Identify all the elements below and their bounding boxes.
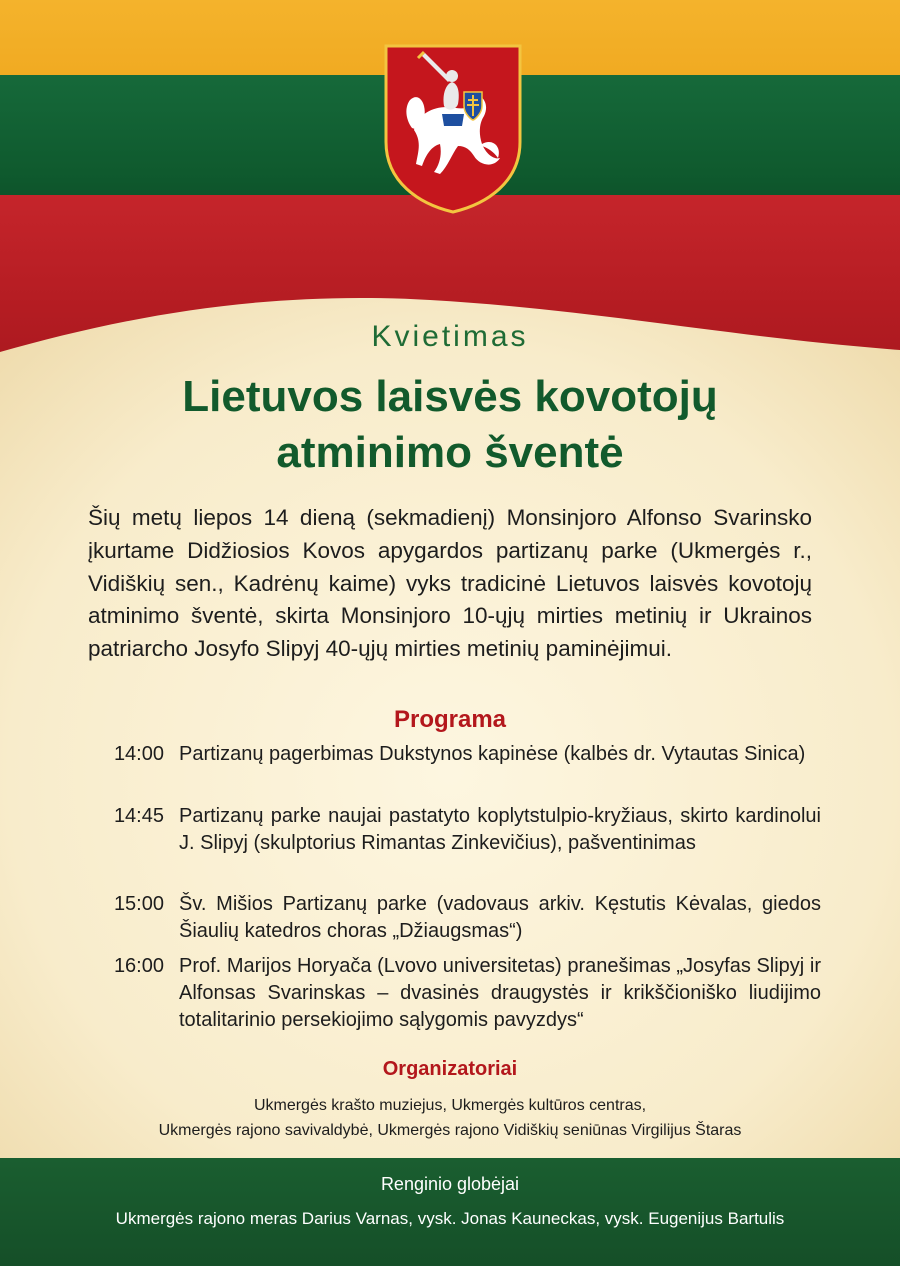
organizers-title: Organizatoriai (382, 1058, 518, 1080)
patrons-title: Renginio globėjai (380, 1174, 520, 1194)
organizers-line: Ukmergės krašto muziejus, Ukmergės kultūros centras, (253, 1097, 647, 1114)
program-item-time: 14:00 (113, 743, 164, 765)
invitation-kicker: Kvietimas (371, 320, 529, 353)
page-title-line2: atminimo šventė (276, 428, 624, 477)
program-item-time: 14:45 (113, 805, 164, 827)
program-item-text: Prof. Marijos Horyača (Lvovo universitetas) pranešimas „Josyfas Slipyj ir Alfonsas Svarinskas – dvasinės draugystės ir krikščioniško liudijimo totalitarinio persekiojimo sąlygomis pavyzdys“ (179, 955, 821, 1031)
page-title-line1: Lietuvos laisvės kovotojų (182, 372, 718, 421)
program-item-text: Partizanų parke naujai pastatyto koplytstulpio-kryžiaus, skirto kardinolui J. Slipyj (skulptorius Rimantas Zinkevičius), pašventinimas (179, 805, 821, 854)
program-item-time: 16:00 (113, 955, 164, 977)
program-item-text: Partizanų pagerbimas Dukstynos kapinėse (kalbės dr. Vytautas Sinica) (179, 743, 806, 765)
organizers-line: Ukmergės rajono savivaldybė, Ukmergės rajono Vidiškių seniūnas Virgilijus Štaras (158, 1122, 742, 1139)
program-title: Programa (393, 706, 507, 733)
vytis-coat-of-arms-icon (382, 42, 524, 214)
program-item-text: Šv. Mišios Partizanų parke (vadovaus arkiv. Kęstutis Kėvalas, giedos Šiaulių katedros choras „Džiaugsmas“) (179, 893, 821, 942)
patrons-names: Ukmergės rajono meras Darius Varnas, vysk. Jonas Kauneckas, vysk. Eugenijus Bartulis (115, 1209, 785, 1228)
program-item-time: 15:00 (113, 893, 164, 915)
intro-paragraph: Šių metų liepos 14 dieną (sekmadienį) Monsinjoro Alfonso Svarinsko įkurtame Didžiosios Kovos apygardos partizanų parke (Ukmergės r., Vidiškių sen., Kadrėnų kaime) vyks tradicinė Lietuvos laisvės kovotojų atminimo šventė, skirta Monsinjoro 10-ųjų mirties metinių ir Ukrainos patriarcho Josyfo Slipyj 40-ųjų mirties metinių paminėjimui. (88, 505, 812, 662)
